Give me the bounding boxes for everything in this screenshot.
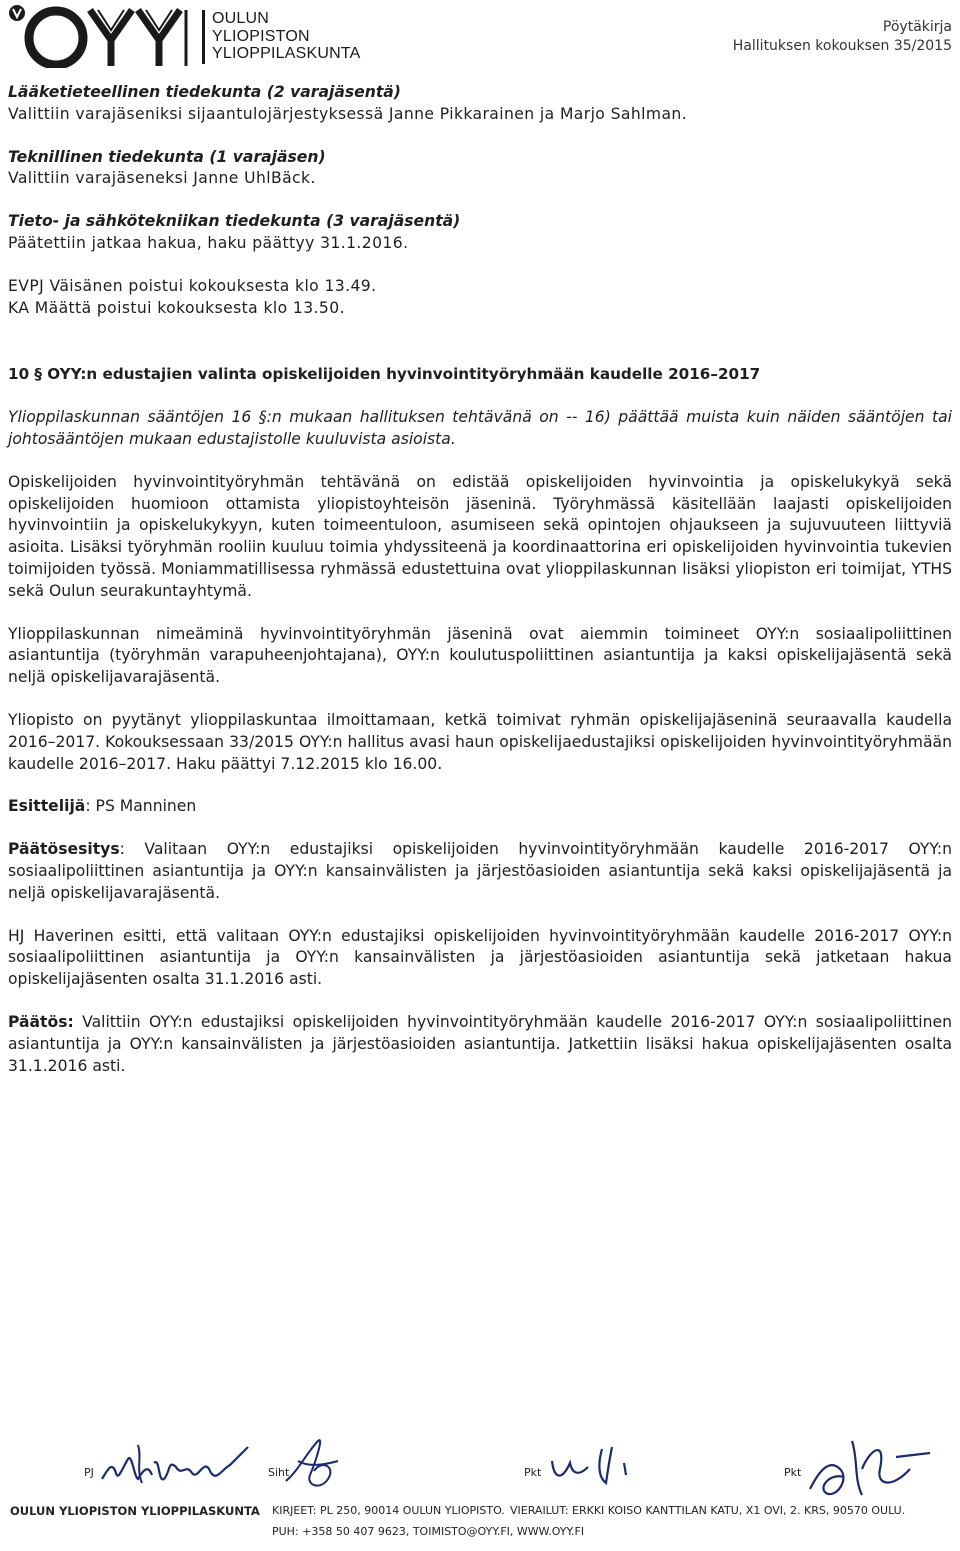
presenter-line — [8, 796, 952, 818]
pj-label: PJ — [84, 1466, 94, 1479]
proposal-text: : Valitaan OYY:n edustajiksi opiskelijoiden hyvinvointityöryhmään kaudelle 2016-2017 OYY:n sosiaalipoliittinen asiantuntija ja OYY:n kansainvälisten ja järjestöasioiden asiantuntija sekä kaksi opiskelijajäsentä ja neljä opiskelijavarajäsentä. — [8, 840, 952, 902]
oyy-logo-mark — [8, 4, 200, 68]
faculty-text-medicine: Valittiin varajäseniksi sijaantulojärjestyksessä Janne Pikkarainen ja Marjo Sahlman. — [8, 104, 688, 123]
faculty-heading-technology: Teknillinen tiedekunta (1 varajäsen) — [8, 147, 326, 166]
faculty-text-technology: Valittiin varajäseneksi Janne UhlBäck. — [8, 169, 316, 188]
logo-line-1: OULUN — [212, 10, 270, 27]
footer-org: OULUN YLIOPISTON YLIOPPILASKUNTA — [10, 1504, 260, 1518]
previous-members-paragraph: Ylioppilaskunnan nimeäminä hyvinvointityöryhmän jäseninä ovat aiemmin toimineet OYY:n sosiaalipoliittinen asiantuntija (työryhmän varapuheenjohtajana), OYY:n koulutuspoliittinen asiantuntija ja kaksi opiskelijajäsentä sekä neljä opiskelijavarajäsentä. — [8, 624, 952, 687]
departure-note-2: KA Määttä poistui kokouksesta klo 13.50. — [8, 298, 345, 317]
logo-line-3: YLIOPPILASKUNTA — [212, 45, 361, 62]
document-header — [0, 0, 960, 72]
departure-note-1: EVPJ Väisänen poistui kokouksesta klo 13.49. — [8, 276, 377, 295]
rules-paragraph: Ylioppilaskunnan sääntöjen 16 §:n mukaan hallituksen tehtävänä on -- 16) päättää muista kuin näiden sääntöjen tai johtosääntöjen mukaan edustajistolle kuuluvista asioista. — [8, 408, 952, 448]
logo-divider — [202, 10, 205, 64]
oyy-logo — [8, 4, 368, 70]
proposal-label: Päätösesitys — [8, 840, 120, 859]
university-request-paragraph: Yliopisto on pyytänyt ylioppilaskuntaa ilmoittamaan, ketkä toimivat ryhmän opiskelijajäseninä seuraavalla kaudella 2016–2017. Kokouksessaan 33/2015 OYY:n hallitus avasi haun opiskelijaedustajiksi opiskelijoiden hyvinvointityöryhmään kaudelle 2016–2017. Haku päättyi 7.12.2015 klo 16.00. — [8, 710, 952, 773]
footer-postal: KIRJEET: PL 250, 90014 OULUN YLIOPISTO. — [272, 1504, 505, 1517]
siht-label: Siht — [268, 1466, 290, 1479]
footer-contact: PUH: +358 50 407 9623, TOIMISTO@OYY.FI, WWW.OYY.FI — [272, 1525, 585, 1538]
faculty-text-ict: Päätettiin jatkaa hakua, haku päättyy 31.1.2016. — [8, 233, 409, 252]
pj-signature — [98, 1439, 258, 1491]
siht-signature — [278, 1431, 348, 1501]
presenter-label: Esittelijä — [8, 797, 86, 816]
faculty-heading-ict: Tieto- ja sähkötekniikan tiedekunta (3 varajäsentä) — [8, 212, 461, 231]
proposal-paragraph — [8, 839, 952, 904]
footer-visit: VIERAILUT: ERKKI KOISO KANTTILAN KATU, X1 OVI, 2. KRS, 90570 OULU. — [510, 1504, 906, 1517]
group-purpose-paragraph: Opiskelijoiden hyvinvointityöryhmän tehtävänä on edistää opiskelijoiden hyvinvointia ja opiskelukykyä sekä opiskelijoiden huomioon ottamista yliopistoyhteisön jäseninä. Työryhmässä käsitellään laajasti opiskelijoiden hyvinvointiin ja opiskelukykyyn, kuten toimeentuloon, asumiseen sekä opintojen ohjaukseen ja sujuvuuteen liittyviä asioita. Lisäksi työryhmän rooliin kuuluu toimia yhdyssiteenä ja koordinaattorina eri opiskelijoiden hyvinvointia tukevien toimijoiden työssä. Moniammatillisessa ryhmässä edustettuina ovat ylioppilaskunnan lisäksi yliopiston eri toimijat, YTHS sekä Oulun seurakuntayhtymä. — [8, 472, 952, 600]
decision-label: Päätös: — [8, 1012, 74, 1031]
signature-footer — [0, 1425, 960, 1551]
pkt1-signature — [548, 1443, 638, 1489]
logo-wordmark — [212, 10, 361, 63]
document-body — [8, 82, 952, 1077]
decision-text: Valittiin OYY:n edustajiksi opiskelijoiden hyvinvointityöryhmään kaudelle 2016-2017 OYY:n sosiaalipoliittinen asiantuntija ja OYY:n kansainvälisten ja järjestöasioiden asiantuntija. Jatkettiin lisäksi hakua opiskelijajäsenten osalta 31.1.2016 asti. — [8, 1012, 952, 1075]
presenter-value: : PS Manninen — [85, 797, 197, 816]
meeting-number: Hallituksen kokouksen 35/2015 — [732, 38, 952, 54]
section-title: 10 § OYY:n edustajien valinta opiskelijoiden hyvinvointityöryhmään kaudelle 2016–2017 — [8, 365, 761, 384]
decision-paragraph — [8, 1012, 952, 1077]
pkt2-label: Pkt — [784, 1466, 802, 1479]
logo-line-2: YLIOPISTON — [212, 27, 310, 45]
faculty-heading-medicine: Lääketieteellinen tiedekunta (2 varajäsentä) — [8, 83, 401, 101]
document-type: Pöytäkirja — [882, 19, 952, 35]
document-meta — [733, 18, 952, 56]
counter-proposal-paragraph: HJ Haverinen esitti, että valitaan OYY:n edustajiksi opiskelijoiden hyvinvointityöryhmään kaudelle 2016-2017 OYY:n sosiaalipoliittinen asiantuntija ja OYY:n kansainvälisten ja järjestöasioiden asiantuntija sekä jatketaan hakua opiskelijajäsenten osalta 31.1.2016 asti. — [8, 926, 952, 989]
pkt1-label: Pkt — [524, 1466, 542, 1479]
